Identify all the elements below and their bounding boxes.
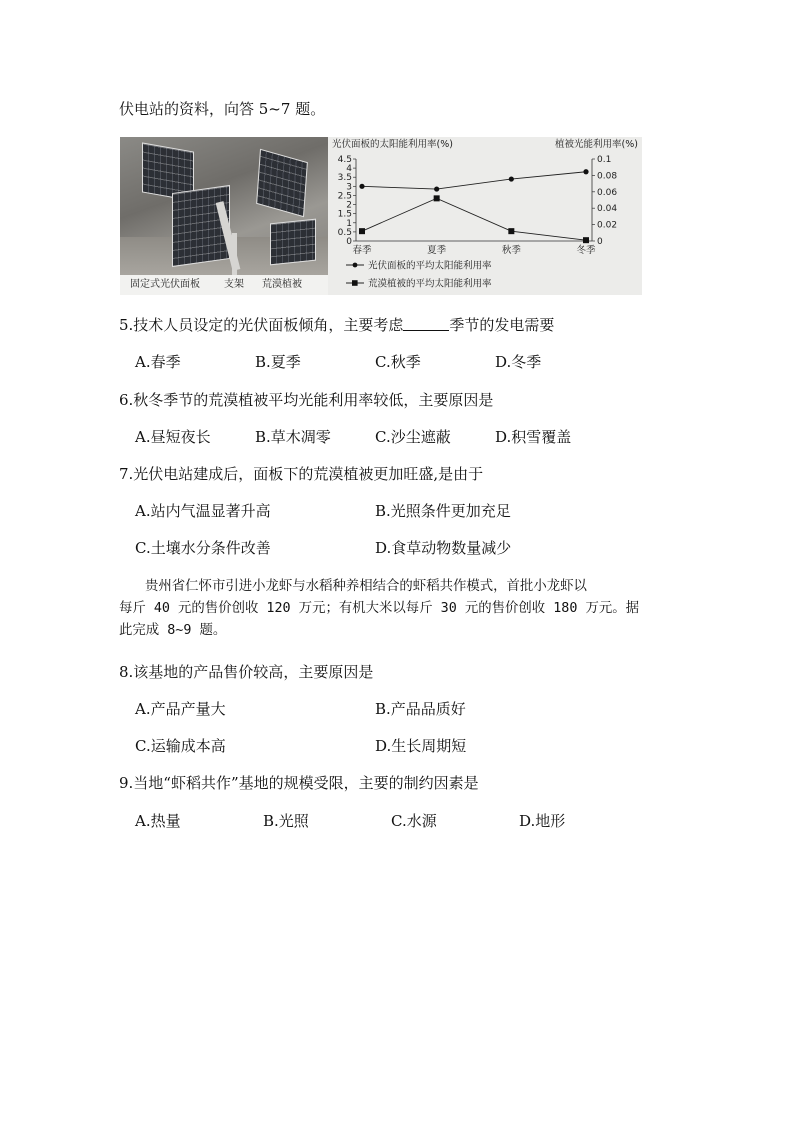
question-6-stem: 6.秋冬季节的荒漠植被平均光能利用率较低，主要原因是 bbox=[119, 391, 494, 409]
question-7-stem: 7.光伏电站建成后，面板下的荒漠植被更加旺盛,是由于 bbox=[119, 465, 484, 483]
category-label: 春季 bbox=[352, 245, 372, 256]
left-tick-label: 4 bbox=[346, 164, 352, 175]
q5-option-a[interactable]: A.春季 bbox=[135, 353, 181, 371]
q8-option-d[interactable]: D.生长周期短 bbox=[375, 737, 467, 755]
data-point-circle bbox=[583, 169, 588, 174]
q6-option-b[interactable]: B.草木凋零 bbox=[255, 428, 331, 446]
q5-option-b[interactable]: B.夏季 bbox=[255, 353, 301, 371]
question-8-stem: 8.该基地的产品售价较高，主要原因是 bbox=[119, 663, 374, 681]
figure-solar-station bbox=[120, 137, 642, 295]
data-point-square bbox=[434, 195, 440, 201]
solar-panel-photo bbox=[120, 137, 328, 295]
right-tick-label: 0.08 bbox=[597, 171, 618, 182]
q7-option-a[interactable]: A.站内气温显著升高 bbox=[135, 502, 271, 520]
right-axis-label: 植被光能利用率(%) bbox=[555, 139, 638, 150]
photo-label: 支架 bbox=[224, 279, 244, 290]
legend-marker bbox=[352, 280, 358, 286]
photo-label: 固定式光伏面板 bbox=[130, 279, 200, 290]
chart-axes bbox=[338, 155, 618, 256]
answer-blank bbox=[403, 316, 449, 331]
chart-marks bbox=[359, 169, 589, 243]
chart-legend bbox=[346, 260, 492, 290]
right-tick-label: 0.06 bbox=[597, 187, 618, 198]
q9-option-c[interactable]: C.水源 bbox=[391, 812, 437, 830]
q6-option-a[interactable]: A.昼短夜长 bbox=[135, 428, 211, 446]
q5-option-c[interactable]: C.秋季 bbox=[375, 353, 421, 371]
series-line bbox=[362, 172, 586, 189]
data-point-circle bbox=[359, 184, 364, 189]
question-9-stem: 9.当地“虾稻共作”基地的规模受限，主要的制约因素是 bbox=[119, 774, 479, 792]
q6-option-d[interactable]: D.积雪覆盖 bbox=[495, 428, 572, 446]
category-label: 秋季 bbox=[501, 245, 521, 256]
q8-option-c[interactable]: C.运输成本高 bbox=[135, 737, 226, 755]
left-tick-label: 3.5 bbox=[337, 173, 352, 184]
left-tick-label: 4.5 bbox=[337, 155, 352, 165]
question-5-stem: 5.技术人员设定的光伏面板倾角，主要考虑 季节的发电需要 bbox=[119, 316, 555, 334]
solar-panel-image bbox=[270, 219, 316, 266]
photo-label: 荒漠植被 bbox=[262, 279, 302, 290]
q8-option-b[interactable]: B.产品品质好 bbox=[375, 700, 466, 718]
left-tick-label: 0 bbox=[346, 237, 352, 247]
left-tick-label: 2.5 bbox=[337, 191, 352, 202]
left-tick-label: 3 bbox=[346, 182, 352, 193]
intro-line: 伏电站的资料，向答 5~7 题。 bbox=[119, 100, 326, 118]
legend-label: 荒漠植被的平均太阳能利用率 bbox=[368, 278, 492, 290]
q7-option-b[interactable]: B.光照条件更加充足 bbox=[375, 502, 511, 520]
q8-option-a[interactable]: A.产品产量大 bbox=[135, 700, 226, 718]
left-tick-label: 1.5 bbox=[337, 209, 352, 220]
category-label: 夏季 bbox=[427, 245, 447, 256]
q7-option-d[interactable]: D.食草动物数量减少 bbox=[375, 539, 512, 557]
data-point-square bbox=[359, 228, 365, 234]
legend-marker bbox=[353, 263, 358, 268]
left-tick-label: 2 bbox=[346, 200, 352, 211]
left-tick-label: 0.5 bbox=[337, 227, 352, 238]
solar-panel-image bbox=[256, 149, 308, 218]
q6-option-c[interactable]: C.沙尘遮蔽 bbox=[375, 428, 451, 446]
right-tick-label: 0.02 bbox=[597, 220, 618, 231]
q9-option-a[interactable]: A.热量 bbox=[135, 812, 181, 830]
q9-option-b[interactable]: B.光照 bbox=[263, 812, 309, 830]
series-line bbox=[362, 198, 586, 240]
legend-label: 光伏面板的平均太阳能利用率 bbox=[368, 260, 492, 272]
right-tick-label: 0.1 bbox=[597, 155, 612, 165]
data-point-circle bbox=[434, 186, 439, 191]
category-label: 冬季 bbox=[576, 245, 596, 256]
right-tick-label: 0 bbox=[597, 237, 603, 247]
q9-option-d[interactable]: D.地形 bbox=[519, 812, 566, 830]
data-point-square bbox=[508, 228, 514, 234]
q7-option-c[interactable]: C.土壤水分条件改善 bbox=[135, 539, 271, 557]
left-axis-label: 光伏面板的太阳能利用率(%) bbox=[332, 139, 453, 150]
data-point-square bbox=[583, 237, 589, 243]
utilization-line-chart bbox=[328, 137, 642, 295]
reading-passage: 贵州省仁怀市引进小龙虾与水稻种养相结合的虾稻共作模式，首批小龙虾以 每斤 40 元的售价创收 120 万元；有机大米以每斤 30 元的售价创收 180 万元。据 此完成 8~9 题。 bbox=[119, 579, 640, 638]
right-tick-label: 0.04 bbox=[597, 204, 618, 215]
left-tick-label: 1 bbox=[346, 218, 352, 229]
support-frame bbox=[232, 233, 237, 279]
data-point-circle bbox=[509, 176, 514, 181]
q5-option-d[interactable]: D.冬季 bbox=[495, 353, 542, 371]
